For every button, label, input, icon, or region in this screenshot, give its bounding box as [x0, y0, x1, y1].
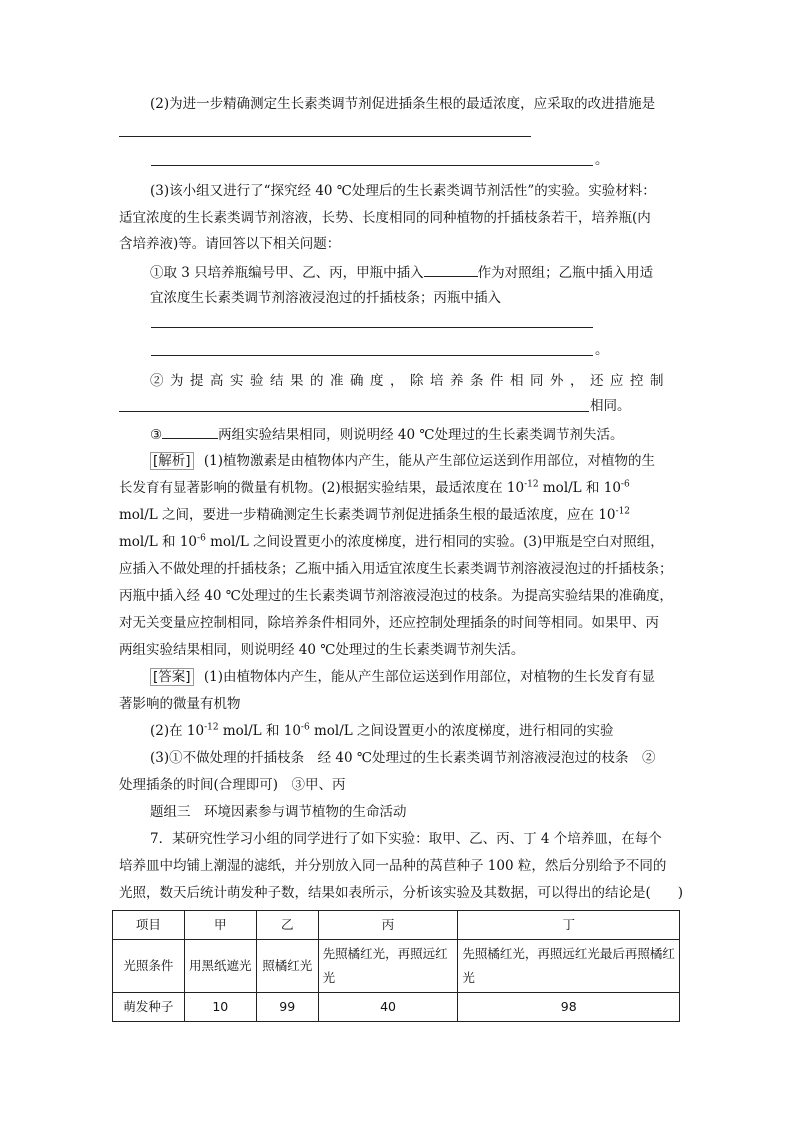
- analysis-exp-3: -12: [615, 506, 631, 517]
- table-cell: 先照橘红光，再照远红光最后再照橘红光: [458, 940, 680, 993]
- table-cell: 先照橘红光，再照远红光: [318, 940, 458, 993]
- analysis-exp-2: -6: [620, 479, 630, 490]
- analysis-line-1: [150, 451, 655, 471]
- answer-tag: [答案]: [150, 668, 194, 686]
- table-cell: 40: [318, 993, 458, 1022]
- answer-text-1b: 著影响的微量有机物: [119, 696, 241, 712]
- analysis-exp-1: -12: [524, 479, 539, 490]
- q2-text: (2)为进一步精确测定生长素类调节剂促进插条生根的最适浓度，应采取的改进措施是: [150, 96, 656, 112]
- q3-step1-part-b: 作为对照组；乙瓶中插入用适: [477, 265, 654, 281]
- q3-step2-part-a: ②为提高实验结果的准确度，除培养条件相同外，还应控制: [150, 373, 670, 389]
- table-cell: 10: [184, 993, 256, 1022]
- analysis-line-3: [119, 505, 630, 525]
- table-header-cell: 丁: [458, 911, 680, 940]
- analysis-tag: [解析]: [150, 452, 194, 470]
- answer-line-1: [150, 667, 655, 687]
- q3-step3-line: [150, 424, 623, 445]
- answer-text-1: (1)由植物体内产生，能从产生部位运送到作用部位，对植物的生长发育有显: [203, 669, 655, 685]
- q3-line-1: (3)该小组又进行了“探究经 40 ℃处理后的生长素类调节剂活性”的实验。实验材料：: [150, 183, 656, 199]
- analysis-line-8: 两组实验结果相同，则说明经 40 ℃处理过的生长素类调节剂失活。: [119, 642, 525, 658]
- table-cell: 萌发种子: [113, 993, 185, 1022]
- table-cell: 光照条件: [113, 940, 185, 993]
- table-row: [113, 993, 680, 1022]
- table-header-cell: 乙: [256, 911, 318, 940]
- q7-line-1: 7．某研究性学习小组的同学进行了如下实验：取甲、乙、丙、丁 4 个培养皿，在每个: [150, 831, 662, 847]
- q3-line-2: 适宜浓度的生长素类调节剂溶液，长势、长度相同的同种植物的扦插枝条若干，培养瓶(内: [119, 210, 651, 226]
- answer-text-2mid: mol/L 和 10: [218, 723, 301, 739]
- table-cell: 98: [458, 993, 680, 1022]
- table-header-cell: 甲: [184, 911, 256, 940]
- q3-step2-part-b: 相同。: [590, 398, 631, 414]
- analysis-exp-4: -6: [197, 533, 206, 544]
- q3-step3-part-b: 两组实验结果相同，则说明经 40 ℃处理过的生长素类调节剂失活。: [218, 427, 624, 443]
- analysis-line-6: 丙瓶中插入经 40 ℃处理过的生长素类调节剂溶液浸泡过的枝条。为提高实验结果的准确度，: [119, 588, 673, 604]
- q3-step1-part-a: ①取 3 只培养瓶编号甲、乙、丙，甲瓶中插入: [150, 265, 424, 281]
- analysis-text-4a: mol/L 和 10: [119, 534, 198, 550]
- analysis-line-7: 对无关变量应控制相同，除培养条件相同外，还应控制处理插条的时间等相同。如果甲、丙: [119, 615, 659, 631]
- q3-step1-part-c: 宜浓度生长素类调节剂溶液浸泡过的扦插枝条；丙瓶中插入: [150, 290, 501, 306]
- q3-step1-answer-blank-1[interactable]: [151, 327, 593, 328]
- q3-step1-end: 。: [595, 342, 609, 358]
- q3-line-3: 含培养液)等。请回答以下相关问题：: [119, 236, 341, 252]
- q3-step3-part-a: ③: [150, 427, 163, 443]
- q7-line-3: 光照，数天后统计萌发种子数，结果如表所示，分析该实验及其数据，可以得出的结论是( ): [119, 885, 684, 901]
- answer-text-3: (3)①不做处理的扦插枝条 经 40 ℃处理过的生长素类调节剂溶液浸泡过的枝条 ②: [150, 750, 656, 766]
- analysis-line-5: 应插入不做处理的扦插枝条；乙瓶中插入用适宜浓度生长素类调节剂溶液浸泡过的扦插枝条；: [119, 561, 673, 577]
- table-header-cell: 丙: [318, 911, 458, 940]
- analysis-text-2: 长发育有显著影响的微量有机物。(2)根据实验结果，最适浓度在 10: [119, 480, 525, 496]
- analysis-line-4: [119, 532, 664, 552]
- answer-text-2a: (2)在 10: [150, 723, 205, 739]
- analysis-line-2-wrap: [119, 478, 630, 498]
- table-row: [113, 940, 680, 993]
- q3-step2-blank[interactable]: [119, 411, 589, 412]
- answer-exp-2: -6: [300, 722, 310, 733]
- q2-end: 。: [595, 152, 609, 168]
- answer-text-2b: mol/L 之间设置更小的浓度梯度，进行相同的实验: [309, 723, 614, 739]
- q3-step1-answer-blank-2[interactable]: [151, 355, 593, 356]
- analysis-text-1: (1)植物激素是由植物体内产生，能从产生部位运送到作用部位，对植物的生: [203, 453, 655, 469]
- table-header-cell: 项目: [113, 911, 185, 940]
- analysis-text-3: mol/L 之间，要进一步精确测定生长素类调节剂促进插条生根的最适浓度，应在 10: [119, 507, 616, 523]
- answer-exp-1: -12: [204, 722, 219, 733]
- q7-line-2: 培养皿中均铺上潮湿的滤纸，并分别放入同一品种的莴苣种子 100 粒，然后分别给予不同的: [119, 858, 667, 874]
- answer-line-2: [150, 721, 614, 741]
- q3-step1-line: [150, 262, 653, 283]
- analysis-text-4b: mol/L 之间设置更小的浓度梯度，进行相同的实验。(3)甲瓶是空白对照组，: [205, 534, 664, 550]
- table-cell: 照橘红光: [256, 940, 318, 993]
- q3-step3-blank[interactable]: [162, 424, 218, 439]
- q3-step1-blank[interactable]: [424, 262, 478, 277]
- answer-text-3b: 处理插条的时间(合理即可) ③甲、丙: [119, 777, 346, 793]
- analysis-text-2b: mol/L 和 10: [538, 480, 621, 496]
- table-cell: 99: [256, 993, 318, 1022]
- section-title: 题组三 环境因素参与调节植物的生命活动: [150, 804, 407, 820]
- q2-answer-blank-2[interactable]: [151, 165, 593, 166]
- table-header-row: [113, 911, 680, 940]
- table-cell: 用黑纸遮光: [184, 940, 256, 993]
- q2-answer-blank-1[interactable]: [119, 136, 531, 137]
- results-table: [112, 910, 680, 1022]
